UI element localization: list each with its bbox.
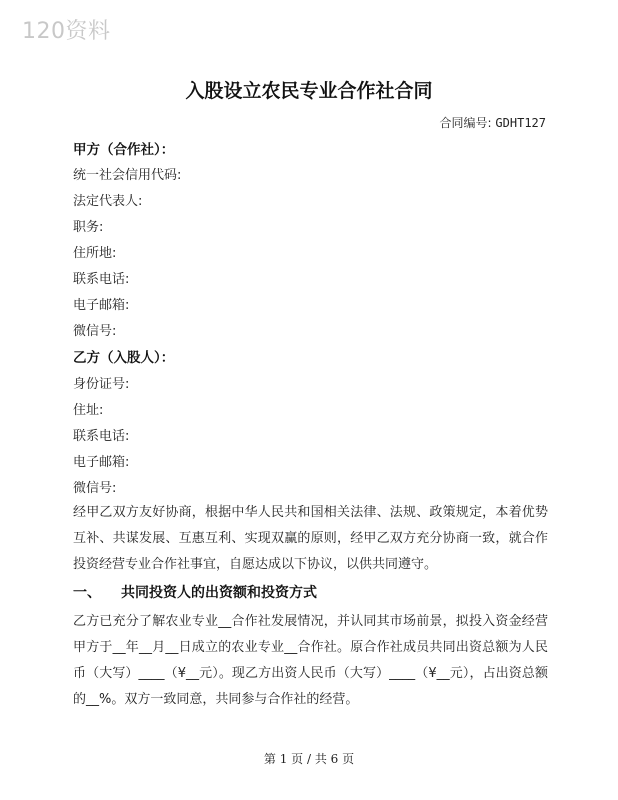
party-b-field: 住址:: [73, 403, 104, 418]
party-a-field: 统一社会信用代码:: [73, 168, 182, 183]
party-b-field: 微信号:: [73, 481, 117, 496]
party-a-field: 住所地:: [73, 246, 117, 261]
contract-number-label: 合同编号:: [439, 116, 492, 130]
party-b-field: 联系电话:: [73, 429, 130, 444]
party-a-field: 职务:: [73, 220, 104, 235]
party-b-field: 电子邮箱:: [73, 455, 130, 470]
section-1-heading: [73, 582, 317, 602]
party-a-field: 微信号:: [73, 324, 117, 339]
party-a-field: 电子邮箱:: [73, 298, 130, 313]
party-a-field: 法定代表人:: [73, 194, 143, 209]
party-a-field: 联系电话:: [73, 272, 130, 287]
section-1-body: 乙方已充分了解农业专业__合作社发展情况，并认同其市场前景，拟投入资金经营甲方于__年__月__日成立的农业专业__合作社。原合作社成员共同出资总额为人民币（大写）____（¥__元）。现乙方出资人民币（大写）____（¥__元），占出资总额的__%。双方一致同意，共同参与合作社的经营。: [73, 614, 548, 707]
party-a-heading: 甲方（合作社）：: [73, 142, 175, 158]
party-b-heading: 乙方（入股人）：: [73, 350, 175, 366]
contract-number-value: GDHT127: [495, 116, 546, 130]
contract-number: [440, 114, 546, 131]
page-footer: 第 1 页 / 共 6 页: [263, 752, 355, 766]
section-1-number: 一、: [73, 585, 101, 601]
section-1-title: 共同投资人的出资额和投资方式: [121, 585, 317, 601]
preamble-paragraph: 经甲乙双方友好协商，根据中华人民共和国相关法律、法规、政策规定，本着优势互补、共谋发展、互惠互利、实现双赢的原则，经甲乙双方充分协商一致，就合作投资经营专业合作社事宜，自愿达成以下协议，以供共同遵守。: [73, 505, 548, 572]
document-title: 入股设立农民专业合作社合同: [185, 80, 433, 102]
watermark: 120资料: [22, 19, 111, 44]
party-b-field: 身份证号:: [73, 377, 130, 392]
